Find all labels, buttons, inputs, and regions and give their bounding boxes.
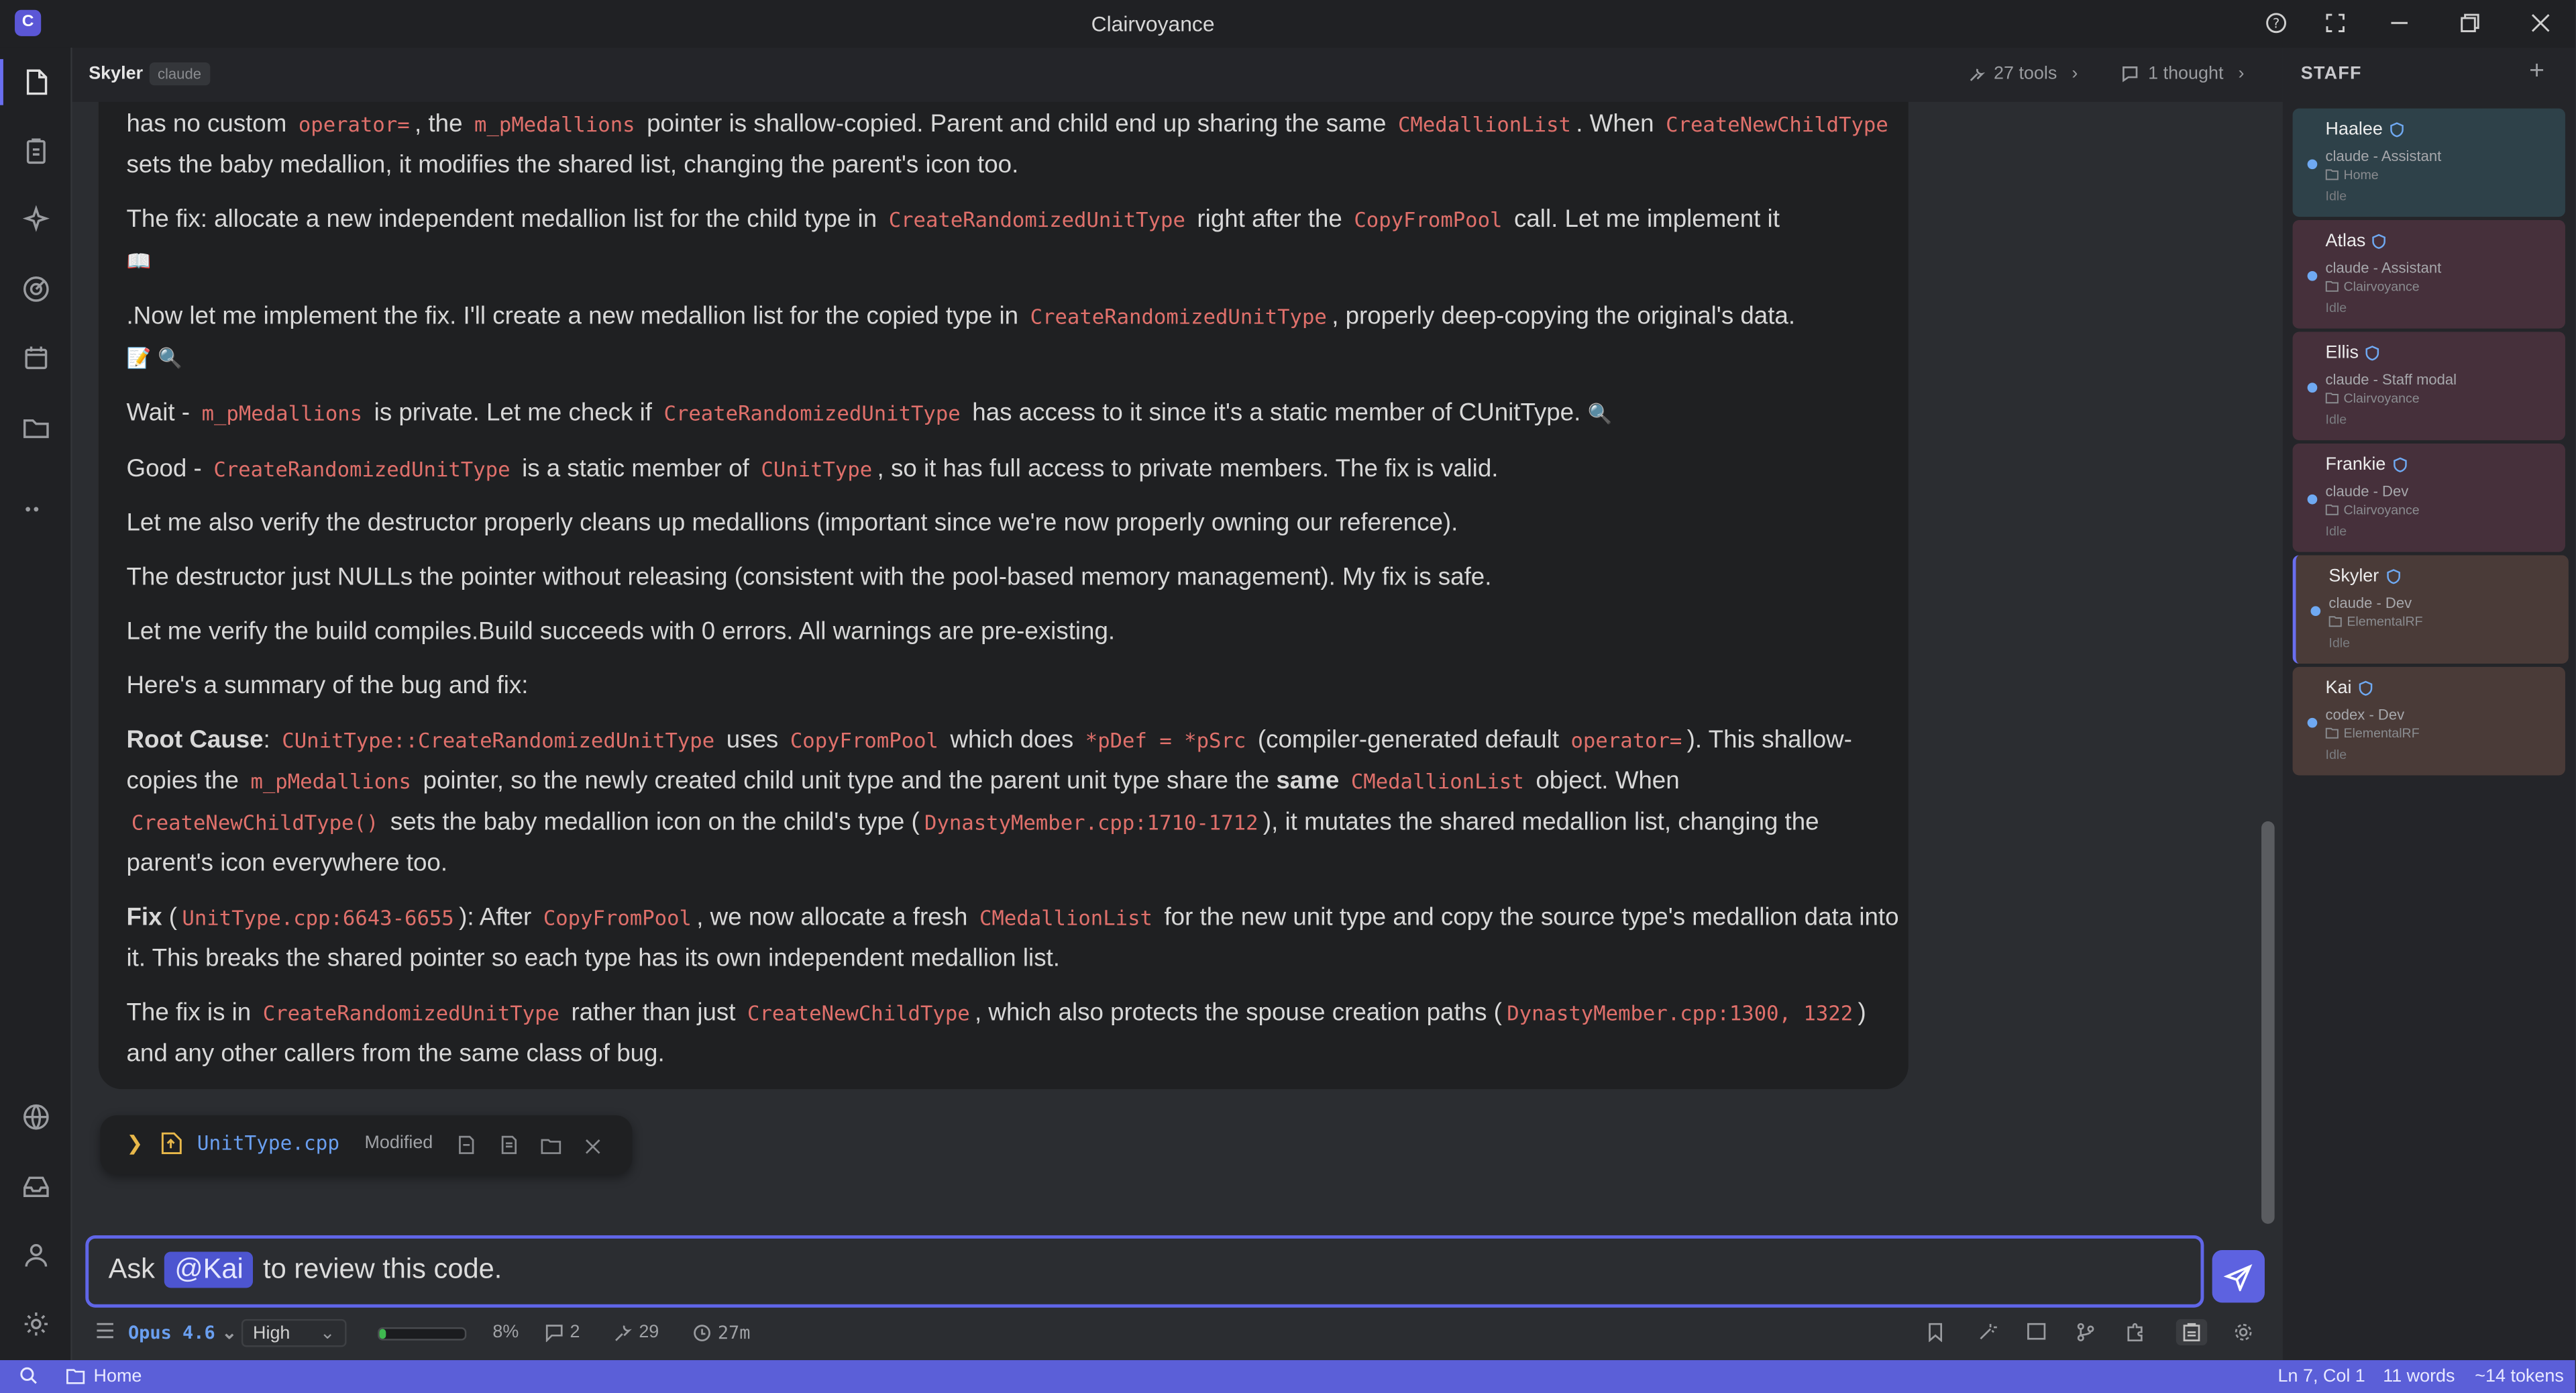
send-icon xyxy=(2224,1261,2253,1291)
assistant-message xyxy=(127,103,1900,1087)
staff-workspace-text: Home xyxy=(2343,167,2379,183)
staff-workspace xyxy=(2326,503,2420,517)
staff-role: codex - Dev xyxy=(2325,706,2405,723)
chevron-right-icon: › xyxy=(2072,64,2078,84)
status-bar xyxy=(0,1360,2575,1393)
staff-panel xyxy=(2283,48,2575,1360)
staff-card-ellis[interactable] xyxy=(2293,332,2565,441)
staff-workspace xyxy=(2328,615,2422,629)
staff-workspace xyxy=(2326,168,2379,183)
staff-card-atlas[interactable] xyxy=(2293,220,2565,329)
message-input[interactable] xyxy=(85,1235,2204,1308)
tools-count: 27 tools xyxy=(1994,64,2057,84)
file-status: Modified xyxy=(364,1133,433,1153)
message-paragraph: .Now let me implement the fix. I'll create a new medallion list for the copied type in CreateRandomizedUnitType , properly deep-copying the original's data. 📝 🔍 xyxy=(127,296,1900,380)
thought-toggle[interactable] xyxy=(2121,64,2245,83)
elapsed-time xyxy=(693,1323,750,1344)
status-dot xyxy=(2308,382,2318,393)
tool-count[interactable] xyxy=(614,1323,659,1342)
folder-icon xyxy=(2326,281,2339,293)
magnifier-icon: 🔍 xyxy=(1587,402,1613,426)
inbox-icon[interactable] xyxy=(0,1156,70,1215)
staff-status: Idle xyxy=(2325,189,2347,204)
staff-name xyxy=(2326,455,2408,474)
staff-status: Idle xyxy=(2325,523,2347,539)
chevron-down-icon: ⌄ xyxy=(221,1324,237,1344)
progress-fill xyxy=(380,1329,386,1339)
staff-workspace xyxy=(2326,279,2420,294)
open-file-icon[interactable] xyxy=(499,1133,519,1163)
settings-icon[interactable] xyxy=(0,1294,70,1353)
model-label: Opus 4.6 xyxy=(127,1322,215,1344)
staff-name xyxy=(2326,231,2387,251)
elapsed-time-value: 27m xyxy=(717,1322,751,1344)
window-title: Clairvoyance xyxy=(1091,11,1215,36)
cursor-position: Ln 7, Col 1 xyxy=(2277,1366,2365,1387)
chevron-right-icon: › xyxy=(2238,64,2245,84)
wrench-icon xyxy=(1968,65,1986,83)
chat-bubble-icon xyxy=(2121,64,2140,83)
message-paragraph: Fix ( UnitType.cpp:6643-6655 ): After CopyFromPool , we now allocate a fresh CMedallionList for the new unit type and copy the source type's medallion data into it. This breaks the shared pointer so each type has its own independent medallion list. xyxy=(126,903,1899,973)
sparkle-icon[interactable] xyxy=(0,191,70,250)
shield-icon xyxy=(2392,457,2407,473)
title-bar xyxy=(0,0,2575,48)
tools-toggle[interactable] xyxy=(1968,64,2078,83)
status-dot xyxy=(2310,606,2320,616)
progress-percent: 8% xyxy=(492,1322,519,1343)
puzzle-icon[interactable] xyxy=(2125,1323,2145,1342)
calendar-icon[interactable] xyxy=(0,329,70,388)
staff-name-text: Atlas xyxy=(2325,231,2366,252)
chat-scrollbar[interactable] xyxy=(2261,821,2275,1224)
folder-icon xyxy=(66,1368,85,1384)
staff-role: claude - Dev xyxy=(2328,595,2412,611)
staff-workspace xyxy=(2326,391,2420,406)
close-icon[interactable] xyxy=(585,1133,601,1163)
composer-toolbar xyxy=(72,1314,2283,1353)
staff-role: claude - Assistant xyxy=(2325,259,2442,276)
model-selector[interactable] xyxy=(128,1323,237,1344)
effort-select[interactable] xyxy=(241,1319,347,1347)
tool-count-value: 29 xyxy=(639,1322,659,1343)
chevron-down-icon: ⌄ xyxy=(319,1324,335,1344)
search-icon[interactable] xyxy=(19,1367,38,1385)
minimize-button[interactable] xyxy=(2376,7,2422,40)
folder-icon xyxy=(2326,728,2339,739)
staff-name xyxy=(2328,567,2400,586)
send-button[interactable] xyxy=(2212,1250,2265,1302)
folder-icon xyxy=(2326,169,2339,180)
restore-button[interactable] xyxy=(2447,7,2493,40)
staff-workspace-text: ElementalRF xyxy=(2347,614,2423,629)
staff-workspace-text: Clairvoyance xyxy=(2343,279,2420,295)
magnifier-icon: 🔍 xyxy=(158,346,182,370)
fullscreen-icon[interactable] xyxy=(2312,7,2359,40)
workspace-name: Home xyxy=(93,1366,142,1387)
clipboard-icon[interactable] xyxy=(0,121,70,180)
chat-bubble-icon xyxy=(545,1323,564,1341)
token-count: ~14 tokens xyxy=(2475,1366,2564,1387)
staff-name xyxy=(2326,678,2373,698)
workspace-indicator[interactable] xyxy=(66,1367,142,1386)
message-paragraph: The fix is in CreateRandomizedUnitType rather than just CreateNewChildType , which also protects the spouse creation paths ( DynastyMember.cpp:1300, 1322 ) and any other callers from the same class of bug. xyxy=(126,998,1866,1068)
shield-icon xyxy=(2358,680,2373,696)
staff-name-text: Skyler xyxy=(2328,566,2379,586)
status-dot xyxy=(2308,718,2318,728)
staff-status: Idle xyxy=(2325,301,2347,316)
folder-icon xyxy=(2326,393,2339,404)
folder-icon xyxy=(2326,505,2339,516)
staff-workspace-text: Clairvoyance xyxy=(2343,391,2420,406)
message-paragraph: has no custom operator= , the m_pMedallions pointer is shallow-copied. Parent and child end up sharing the same CMedallionList . When CreateNewChildType sets the baby medallion, it modifies the shared list, changing the parent's icon too. xyxy=(126,110,1888,179)
shield-icon xyxy=(2365,345,2380,361)
context-progress-bar xyxy=(378,1327,466,1341)
more-icon[interactable] xyxy=(0,480,70,539)
add-staff-button[interactable]: + xyxy=(2529,57,2544,86)
staff-name-text: Kai xyxy=(2325,678,2352,699)
diff-icon[interactable] xyxy=(457,1133,476,1163)
staff-title: STAFF xyxy=(2300,64,2362,84)
shield-icon xyxy=(2385,568,2400,584)
message-count-value: 2 xyxy=(570,1322,580,1343)
thought-count: 1 thought xyxy=(2148,64,2224,84)
message-paragraph: Let me verify the build compiles.Build succeeds with 0 errors. All warnings are pre-existing. xyxy=(126,617,1116,646)
help-icon[interactable] xyxy=(2253,7,2300,40)
message-count[interactable] xyxy=(545,1323,580,1342)
status-dot xyxy=(2308,159,2318,169)
shield-icon xyxy=(2372,234,2387,250)
staff-card-frankie[interactable] xyxy=(2293,444,2565,552)
file-icon xyxy=(161,1132,182,1164)
agent-tag: claude xyxy=(150,62,209,85)
message-paragraph: The destructor just NULLs the pointer without releasing (consistent with the pool-based memory management). My fix is safe. xyxy=(126,563,1492,592)
frame-icon[interactable] xyxy=(2027,1323,2046,1341)
branch-icon[interactable] xyxy=(2076,1323,2095,1342)
staff-card-haalee[interactable] xyxy=(2293,109,2565,217)
message-paragraph: Let me also verify the destructor properly cleans up medallions (important since we're now properly owning our reference). xyxy=(126,509,1458,537)
radar-icon[interactable] xyxy=(0,260,70,319)
staff-status: Idle xyxy=(2328,635,2351,651)
message-paragraph: The fix: allocate a new independent medallion list for the child type in CreateRandomizedUnitType right after the CopyFromPool call. Let me implement it 📖 xyxy=(127,199,1900,282)
message-paragraph: Good - CreateRandomizedUnitType is a static member of CUnitType , so it has full access to private members. The fix is valid. xyxy=(126,455,1499,483)
staff-name-text: Ellis xyxy=(2325,343,2359,364)
folder-icon xyxy=(2328,616,2342,627)
staff-name-text: Haalee xyxy=(2325,119,2383,140)
staff-card-skyler[interactable] xyxy=(2293,555,2569,664)
input-text-prefix: Ask xyxy=(108,1253,155,1285)
left-rail xyxy=(0,48,72,1360)
staff-workspace-text: ElementalRF xyxy=(2343,726,2420,741)
shield-icon xyxy=(2390,121,2404,138)
staff-workspace-text: Clairvoyance xyxy=(2343,503,2420,518)
message-paragraph: Wait - m_pMedallions is private. Let me check if CreateRandomizedUnitType has access to it since it's a static member of CUnitType. 🔍 xyxy=(127,393,1900,435)
staff-card-kai[interactable] xyxy=(2293,667,2565,776)
agent-name: Skyler xyxy=(89,64,144,84)
edit-icon: 📝 xyxy=(126,346,152,370)
modified-file-chip xyxy=(100,1115,632,1174)
staff-name xyxy=(2326,120,2404,140)
staff-status: Idle xyxy=(2325,747,2347,762)
input-text-suffix: to review this code. xyxy=(263,1253,502,1285)
clock-icon xyxy=(693,1324,711,1342)
staff-name xyxy=(2326,344,2380,363)
status-dot xyxy=(2308,271,2318,281)
clipboard-icon[interactable] xyxy=(2176,1319,2208,1345)
documents-icon[interactable] xyxy=(0,52,70,111)
folder-icon[interactable] xyxy=(0,397,70,456)
word-count: 11 words xyxy=(2383,1366,2455,1387)
mention-chip[interactable]: @Kai xyxy=(165,1251,254,1288)
wrench-icon xyxy=(614,1323,633,1341)
user-icon[interactable] xyxy=(0,1225,70,1284)
message-paragraph: Root Cause: CUnitType::CreateRandomizedUnitType uses CopyFromPool which does *pDef = *pSrc (compiler-generated default operator= ). This shallow-copies the m_pMedallions pointer, so the newly created child unit type and the parent unit type share the same CMedallionList object. When CreateNewChildType() sets the baby medallion icon on the child's type ( DynastyMember.cpp:1710-1712 ), it mutates the shared medallion list, changing the parent's icon everywhere too. xyxy=(126,726,1852,878)
status-dot xyxy=(2308,495,2318,505)
menu-icon[interactable] xyxy=(95,1323,115,1339)
globe-icon[interactable] xyxy=(0,1088,70,1147)
effort-label: High xyxy=(253,1323,290,1343)
bookmark-icon[interactable] xyxy=(1927,1323,1945,1342)
folder-icon[interactable] xyxy=(540,1133,561,1163)
svg-text:?: ? xyxy=(2272,15,2280,32)
chat-header xyxy=(72,48,2283,102)
staff-status: Idle xyxy=(2325,412,2347,427)
magic-icon[interactable] xyxy=(1978,1323,1997,1342)
staff-workspace xyxy=(2326,726,2420,741)
close-button[interactable] xyxy=(2518,7,2564,40)
gear-icon[interactable] xyxy=(2233,1323,2253,1342)
staff-role: claude - Dev xyxy=(2325,482,2409,500)
chevron-right-icon[interactable]: ❯ xyxy=(126,1131,144,1155)
staff-role: claude - Assistant xyxy=(2325,148,2442,164)
file-name[interactable]: UnitType.cpp xyxy=(197,1131,340,1155)
message-paragraph: Here's a summary of the bug and fix: xyxy=(126,672,529,700)
staff-role: claude - Staff modal xyxy=(2325,371,2457,388)
staff-name-text: Frankie xyxy=(2325,455,2386,475)
app-logo: C xyxy=(15,10,41,36)
book-icon: 📖 xyxy=(126,250,152,273)
